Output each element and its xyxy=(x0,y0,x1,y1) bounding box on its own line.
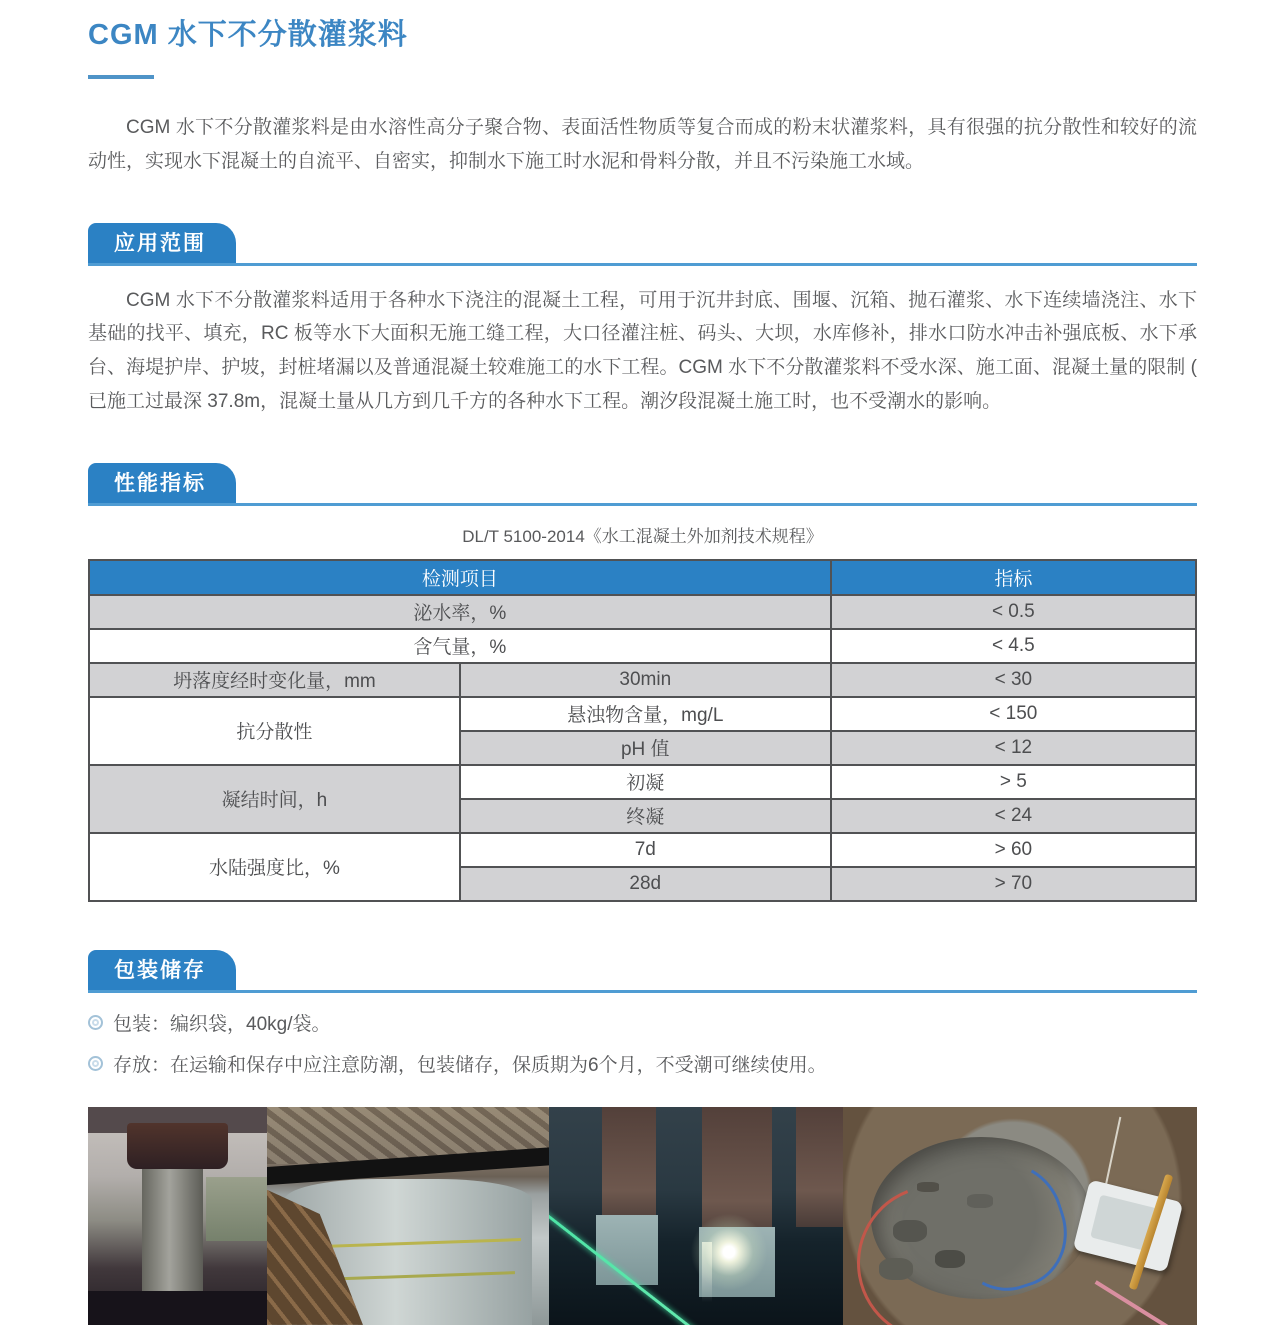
table-row xyxy=(89,595,1196,629)
section-header-performance xyxy=(88,463,1197,506)
table-row xyxy=(89,833,1196,867)
value-cell: > 5 xyxy=(831,765,1196,799)
sub-item-cell: 初凝 xyxy=(460,765,831,799)
table-row xyxy=(89,629,1196,663)
value-cell: < 12 xyxy=(831,731,1196,765)
performance-spec-table xyxy=(88,559,1197,902)
value-cell: < 30 xyxy=(831,663,1196,697)
bullet-text: 存放：在运输和保存中应注意防潮，包装储存，保质期为6个月，不受潮可继续使用。 xyxy=(113,1054,827,1076)
item-cell: 水陆强度比，% xyxy=(89,833,460,901)
sub-item-cell: 悬浊物含量，mg/L xyxy=(460,697,831,731)
bullet-text: 包装：编织袋，40kg/袋。 xyxy=(113,1013,331,1035)
section-header-application xyxy=(88,223,1197,266)
column-header-item: 检测项目 xyxy=(89,560,831,595)
photo-strip xyxy=(88,1107,1197,1325)
packaging-bullet-list xyxy=(88,1009,1197,1077)
value-cell: > 70 xyxy=(831,867,1196,901)
list-item xyxy=(88,1009,1197,1036)
ring-bullet-icon xyxy=(88,1056,103,1071)
sub-item-cell: pH 值 xyxy=(460,731,831,765)
performance-section-badge: 性能指标 xyxy=(88,463,236,503)
photo-jacketed-pile xyxy=(267,1107,549,1325)
sub-item-cell: 30min xyxy=(460,663,831,697)
sub-item-cell: 7d xyxy=(460,833,831,867)
value-cell: > 60 xyxy=(831,833,1196,867)
application-paragraph: CGM 水下不分散灌浆料适用于各种水下浇注的混凝土工程，可用于沉井封底、围堰、沉箱、抛石灌浆、水下连续墙浇注、水下基础的找平、填充，RC 板等水下大面积无施工缝工程，大口径灌注桩、码头、大坝，水库修补，排水口防水冲击补强底板、水下承台、海堤护岸、护坡，封桩堵漏以及普通混凝土较难施工的水下工程。CGM 水下不分散灌浆料不受水深、施工面、混凝土量的限制 ( 已施工过最深 37.8m，混凝土量从几方到几千方的各种水下工程。潮汐段混凝土施工时，也不受潮水的影响。 xyxy=(88,289,1197,413)
list-item xyxy=(88,1050,1197,1077)
value-cell: < 0.5 xyxy=(831,595,1196,629)
title-underline xyxy=(88,75,154,79)
value-cell: < 24 xyxy=(831,799,1196,833)
item-cell: 抗分散性 xyxy=(89,697,460,765)
photo-night-piers xyxy=(549,1107,843,1325)
standard-reference: DL/T 5100-2014《水工混凝土外加剂技术规程》 xyxy=(462,526,823,546)
photo-detail xyxy=(88,1291,267,1325)
sub-item-cell: 终凝 xyxy=(460,799,831,833)
photo-pile-cap xyxy=(88,1107,267,1325)
photo-detail xyxy=(796,1107,843,1227)
value-cell: < 4.5 xyxy=(831,629,1196,663)
page-title: CGM 水下不分散灌浆料 xyxy=(88,19,408,51)
photo-detail xyxy=(127,1123,227,1169)
table-header-row xyxy=(89,560,1196,595)
item-cell: 含气量，% xyxy=(89,629,831,663)
value-cell: < 150 xyxy=(831,697,1196,731)
photo-detail xyxy=(684,1207,774,1297)
item-cell: 泌水率，% xyxy=(89,595,831,629)
item-cell: 坍落度经时变化量，mm xyxy=(89,663,460,697)
table-row xyxy=(89,697,1196,731)
intro-paragraph: CGM 水下不分散灌浆料是由水溶性高分子聚合物、表面活性物质等复合而成的粉末状灌浆料，具有很强的抗分散性和较好的流动性，实现水下混凝土的自流平、自密实，抑制水下施工时水泥和骨料分散，并且不污染施工水域。 xyxy=(88,117,1197,172)
photo-detail xyxy=(206,1177,267,1241)
table-row xyxy=(89,765,1196,799)
column-header-index: 指标 xyxy=(831,560,1196,595)
application-section-badge: 应用范围 xyxy=(88,223,236,263)
item-cell: 凝结时间，h xyxy=(89,765,460,833)
photo-caisson-interior xyxy=(843,1107,1197,1325)
ring-bullet-icon xyxy=(88,1015,103,1030)
section-header-packaging xyxy=(88,950,1197,993)
table-row xyxy=(89,663,1196,697)
sub-item-cell: 28d xyxy=(460,867,831,901)
photo-detail xyxy=(596,1215,658,1285)
packaging-section-badge: 包装储存 xyxy=(88,950,236,990)
photo-detail xyxy=(1095,1280,1197,1325)
photo-detail xyxy=(602,1107,656,1227)
